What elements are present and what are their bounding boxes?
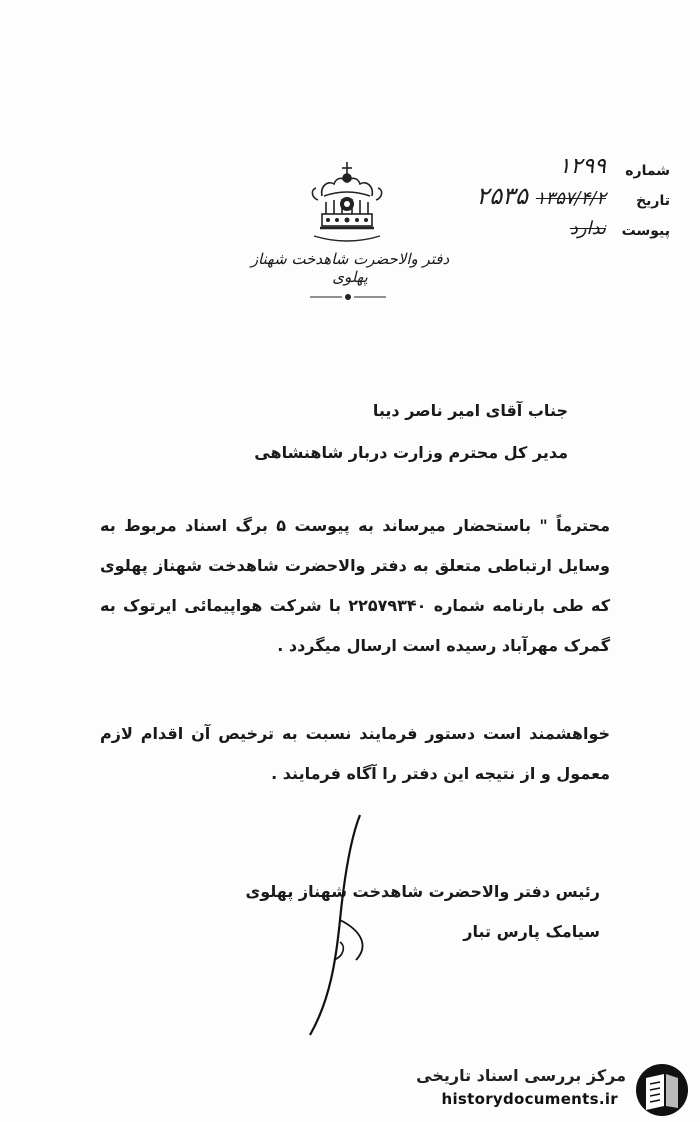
number-label: شماره [625, 163, 670, 179]
addressee-title: مدیر کل محترم وزارت دربار شاهنشاهی [254, 443, 568, 462]
date-label: تاریخ [636, 193, 670, 209]
date-row [476, 178, 670, 208]
watermark-url: historydocuments.ir [441, 1090, 618, 1108]
attachment-value: ندارد [569, 218, 606, 239]
number-row [476, 148, 670, 178]
crown-crest-icon [302, 158, 392, 248]
addressee-block [254, 390, 568, 474]
attachment-row [476, 208, 670, 238]
signature-name: سیامک پارس تبار [463, 922, 600, 941]
number-value: ۱۲۹۹ [558, 154, 606, 179]
signature-title: رئیس دفتر والاحضرت شاهدخت شهناز پهلوی [245, 882, 600, 901]
divider-ornament [308, 291, 388, 303]
letter-meta [476, 148, 670, 238]
archive-watermark [410, 1060, 700, 1122]
archive-logo-icon [634, 1062, 690, 1118]
date-value: ۱۳۵۷/۴/۲ [535, 188, 606, 209]
addressee-name: جناب آقای امیر ناصر دیبا [372, 401, 568, 420]
attachment-label: پیوست [621, 223, 670, 239]
handwritten-signature [300, 810, 410, 1040]
watermark-title: مرکز بررسی اسناد تاریخی [416, 1066, 626, 1085]
body-paragraph-2: خواهشمند است دستور فرمایند نسبت به ترخیص آن اقدام لازم معمول و از نتیجه این دفتر را آگاه فرمایند . [100, 724, 610, 783]
body-paragraph-1: محترماً " باستحضار میرساند به پیوست ۵ برگ اسناد مربوط به وسایل ارتباطی متعلق به دفتر والاحضرت شاهدخت شهناز پهلوی که طی بارنامه شماره ۲۲۵۷۹۳۴۰ با شرکت هواپیمائی ایرتوک به گمرک مهرآباد رسیده است ارسال میگردد . [100, 516, 610, 655]
office-name: دفتر والاحضرت شاهدخت شهناز پهلوی [250, 250, 450, 286]
signature-block [246, 872, 600, 952]
date-extra: ۲۵۳۵ [476, 182, 528, 210]
